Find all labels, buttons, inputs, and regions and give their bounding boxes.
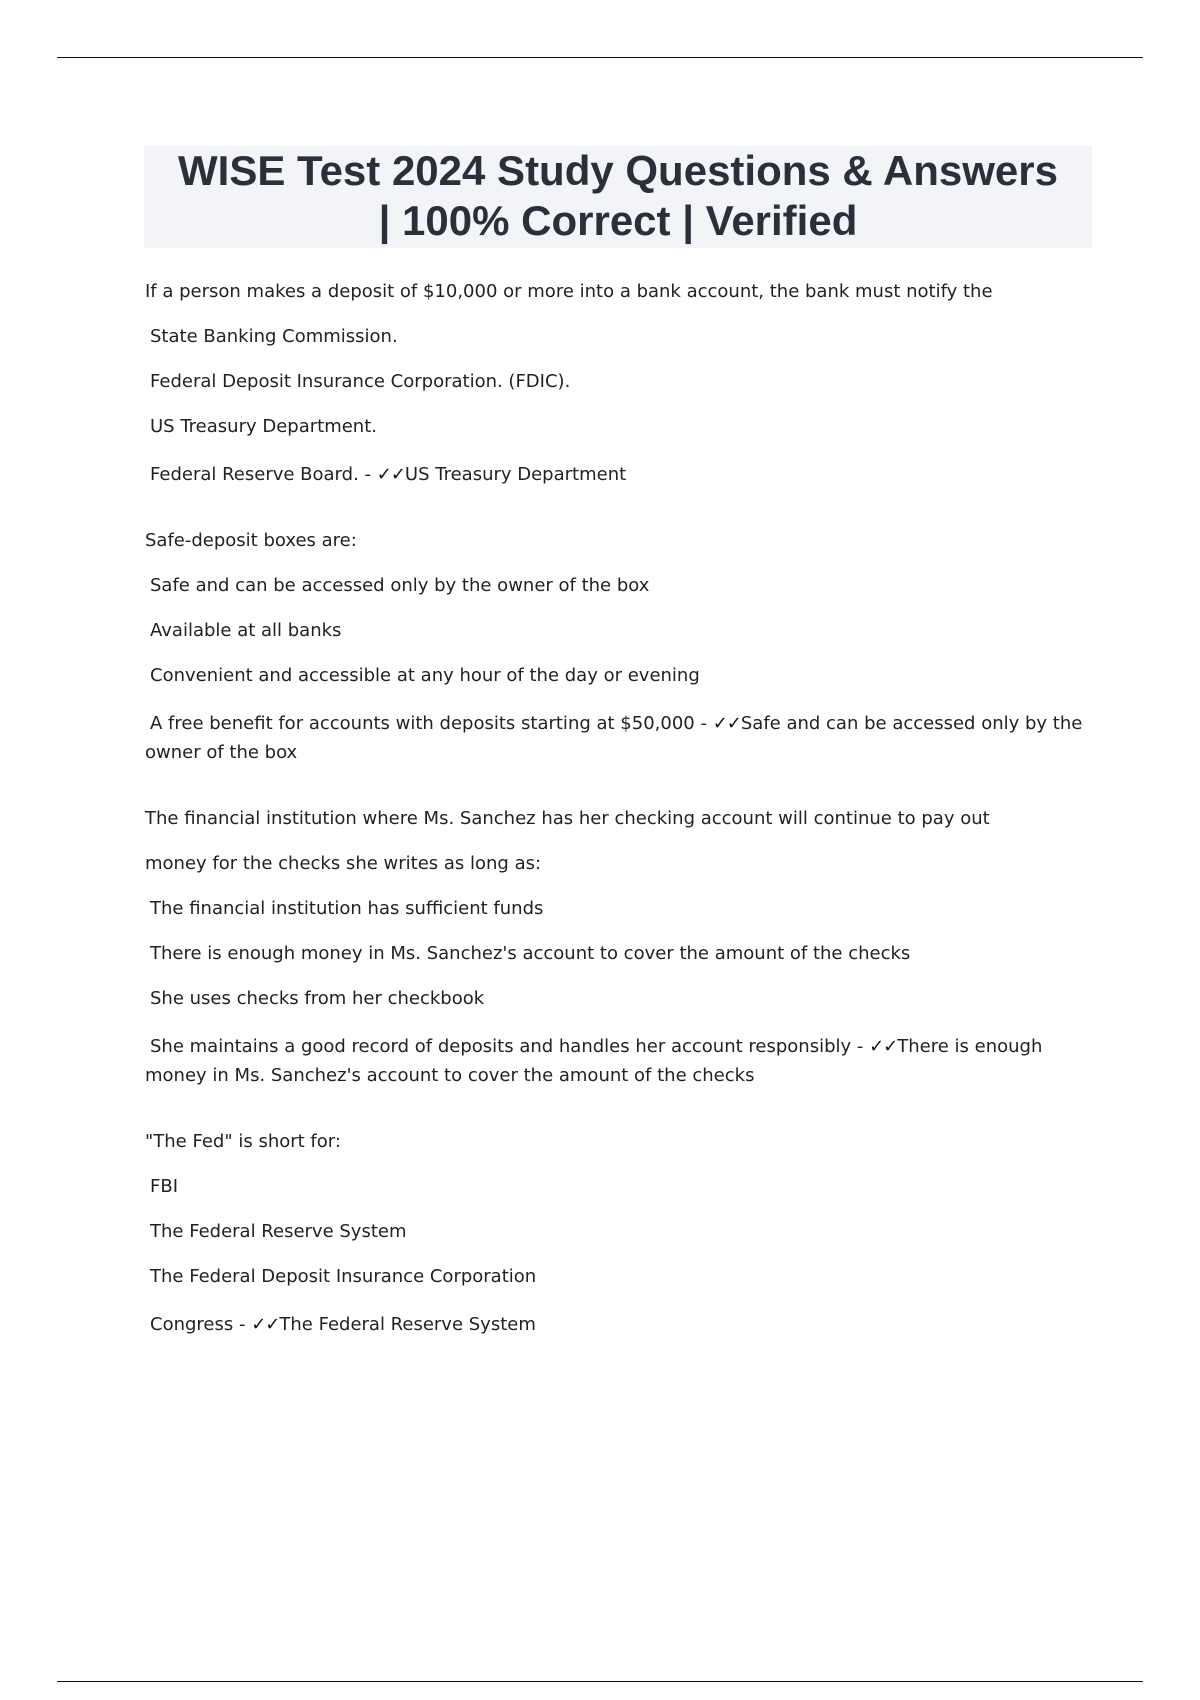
answer-option: FBI (150, 1176, 179, 1197)
title-line-2: | 100% Correct | Verified (378, 197, 858, 244)
answer-line (145, 1310, 1085, 1339)
answer-option: Convenient and accessible at any hour of the day or evening (150, 665, 700, 686)
question-prompt: "The Fed" is short for: (145, 1131, 341, 1152)
answer-option: A free benefit for accounts with deposits starting at $50,000 - (150, 713, 713, 734)
question-prompt: If a person makes a deposit of $10,000 or more into a bank account, the bank must notify the (145, 281, 993, 302)
answer-option: She maintains a good record of deposits and handles her account responsibly - (150, 1036, 870, 1057)
answer-option: Federal Deposit Insurance Corporation. (FDIC). (150, 371, 571, 392)
question-block-1 (145, 280, 1085, 489)
answer-option: The financial institution has sufficient funds (150, 898, 544, 919)
question-block-4 (145, 1130, 1085, 1339)
question-prompt: Safe-deposit boxes are: (145, 530, 357, 551)
bottom-rule (57, 1681, 1143, 1682)
title-line-1: WISE Test 2024 Study Questions & Answers (178, 147, 1058, 194)
correct-answer: The Federal Reserve System (279, 1314, 536, 1335)
qa-content (145, 280, 1085, 1379)
top-rule (57, 57, 1143, 58)
answer-option: The Federal Deposit Insurance Corporation (150, 1266, 537, 1287)
answer-line (145, 709, 1085, 767)
answer-option: Available at all banks (150, 620, 342, 641)
correct-answer: US Treasury Department (404, 464, 627, 485)
document-title (144, 146, 1092, 248)
answer-option: US Treasury Department. (150, 416, 377, 437)
question-block-2 (145, 529, 1085, 767)
answer-option: She uses checks from her checkbook (150, 988, 485, 1009)
question-prompt: The financial institution where Ms. Sanchez has her checking account will continue to pay out (145, 808, 990, 829)
correct-answer: Safe and can be accessed only by the owner of the box (145, 713, 1083, 763)
answer-option: The Federal Reserve System (150, 1221, 407, 1242)
answer-option: State Banking Commission. (150, 326, 398, 347)
answer-line (145, 460, 1085, 489)
answer-option: Congress - (150, 1314, 252, 1335)
checkmark-icon: ✓✓ (712, 713, 741, 734)
answer-line (145, 1032, 1085, 1090)
question-prompt-continued: money for the checks she writes as long as: (145, 853, 542, 874)
answer-option: There is enough money in Ms. Sanchez's account to cover the amount of the checks (150, 943, 911, 964)
checkmark-icon: ✓✓ (376, 464, 405, 485)
correct-answer: There is enough money in Ms. Sanchez's account to cover the amount of the checks (145, 1036, 1043, 1086)
question-block-3 (145, 807, 1085, 1090)
answer-option: Federal Reserve Board. - (150, 464, 377, 485)
checkmark-icon: ✓✓ (869, 1036, 898, 1057)
answer-option: Safe and can be accessed only by the owner of the box (150, 575, 650, 596)
checkmark-icon: ✓✓ (251, 1314, 280, 1335)
